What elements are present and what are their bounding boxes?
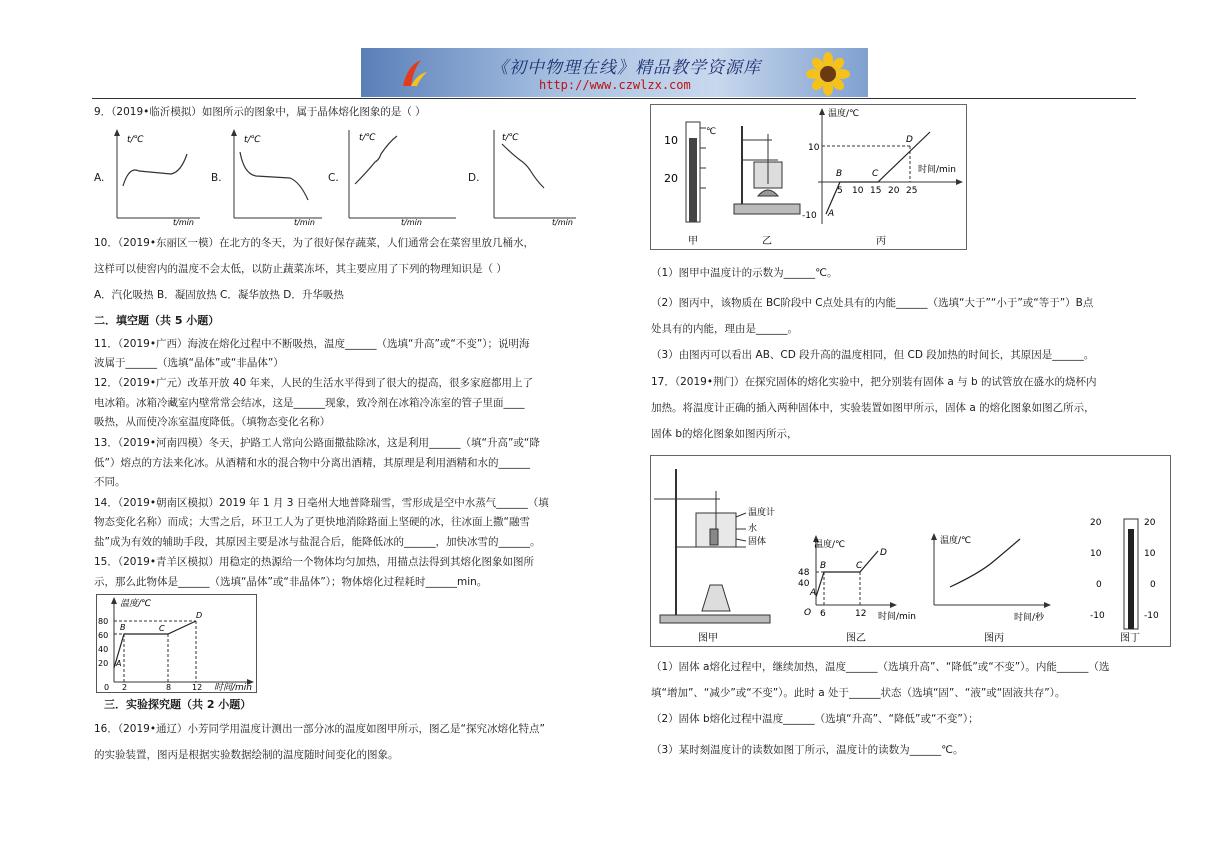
q9-graph-a — [105, 126, 205, 226]
svg-text:B: B — [836, 169, 843, 179]
q10-options: A．汽化吸热 B．凝固放热 C．凝华放热 D．升华吸热 — [94, 289, 344, 301]
q13-line3: 不同。 — [94, 476, 126, 488]
q9-option-c: C. — [328, 172, 339, 184]
q10-line2: 这样可以使窖内的温度不会太低，以防止蔬菜冻坏，其主要应用了下列的物理知识是（ ） — [94, 263, 507, 275]
q15-line2: 示，那么此物体是______（选填“晶体”或“非晶体”）；物体熔化过程耗时______min。 — [94, 576, 488, 588]
q17-figure — [650, 455, 1172, 648]
q16-sub3: （3）由图丙可以看出 AB、CD 段升高的温度相同，但 CD 段加热的时间长，其原因是______。 — [651, 349, 1095, 361]
svg-text:12: 12 — [855, 609, 867, 619]
q9-option-d: D. — [468, 172, 480, 184]
svg-text:温度/℃: 温度/℃ — [940, 536, 972, 546]
q16-caption-bing: 丙 — [876, 236, 886, 247]
q14-line1: 14．（2019•朝南区模拟）2019 年 1 月 3 日亳州大地普降瑞雪，雪形成是空中水蒸气______（填 — [94, 497, 549, 509]
svg-text:A: A — [828, 209, 835, 219]
header-url[interactable]: http://www.czwlzx.com — [539, 78, 691, 92]
svg-text:t/min: t/min — [552, 218, 573, 226]
q16-caption-yi: 乙 — [762, 236, 772, 247]
svg-text:6: 6 — [820, 609, 826, 619]
q9-graph-d — [486, 126, 581, 226]
q16-sub1: （1）图甲中温度计的示数为______℃。 — [651, 267, 838, 279]
q12-line3: 吸热，从而使冷冻室温度降低。（填物态变化名称） — [94, 416, 331, 428]
q15-ytick: 0 — [104, 683, 110, 692]
q16-sub2-line2: 处具有的内能，理由是______。 — [651, 323, 798, 335]
q13-line2: 低”）熔点的方法来化冰。从酒精和水的混合物中分离出酒精，其原理是利用酒精和水的______ — [94, 457, 530, 469]
q17-caption-bing: 图丙 — [984, 633, 1004, 644]
svg-text:B: B — [820, 561, 827, 571]
q17-sub2: （2）固体 b熔化过程中温度______（选填“升高”、“降低”或“不变”）； — [651, 713, 979, 725]
svg-text:温度/℃: 温度/℃ — [828, 109, 860, 119]
svg-text:D: D — [880, 548, 887, 558]
q15-ylabel: 温度/℃ — [120, 599, 152, 609]
section-fill-in: 二．填空题（共 5 小题） — [94, 314, 220, 327]
svg-text:温度计: 温度计 — [748, 508, 776, 518]
svg-text:C: C — [856, 561, 863, 571]
q15-ytick: 80 — [98, 617, 109, 626]
q12-line1: 12．（2019•广元）改革开放 40 年来，人民的生活水平得到了很大的提高，很多家庭都用上了 — [94, 377, 534, 389]
q16-caption-jia: 甲 — [688, 236, 698, 247]
q10-line1: 10．（2019•东丽区一模）在北方的冬天，为了很好保存蔬菜，人们通常会在菜窖里放几桶水， — [94, 237, 535, 249]
svg-text:5: 5 — [837, 186, 843, 196]
q16-figure — [650, 104, 968, 251]
svg-text:15: 15 — [870, 186, 882, 196]
header-banner — [361, 48, 868, 97]
q15-xtick: 12 — [192, 683, 203, 692]
svg-text:O: O — [804, 608, 812, 618]
header-rule — [92, 98, 1136, 99]
q9-graph-b — [222, 126, 327, 226]
q15-chart — [96, 594, 258, 694]
q15-ytick: 60 — [98, 631, 109, 640]
svg-text:t/℃: t/℃ — [359, 133, 376, 143]
q16-line1: 16．（2019•通辽）小芳同学用温度计测出一部分冰的温度如图甲所示，图乙是“探究冰熔化特点” — [94, 723, 545, 735]
q15-xtick: 8 — [166, 683, 172, 692]
q14-line3: 盐”成为有效的辅助手段，其原因主要是冰与盐混合后，能降低冰的______，加快冰雪的______。 — [94, 536, 541, 548]
svg-text:t/℃: t/℃ — [127, 135, 144, 145]
svg-text:-10: -10 — [1090, 611, 1105, 621]
q17-sub3: （3）某时刻温度计的读数如图丁所示，温度计的读数为______℃。 — [651, 744, 964, 756]
logo-icon — [397, 56, 431, 90]
q17-sub1-line1: （1）固体 a熔化过程中，继续加热，温度______（选填升高”、“降低”或“不变”）。内能______（选 — [651, 661, 1110, 673]
svg-text:10: 10 — [808, 143, 820, 153]
q9-option-a: A. — [94, 172, 105, 184]
svg-text:10: 10 — [1144, 549, 1156, 559]
q15-point-b: B — [120, 623, 126, 632]
q17-caption-jia: 图甲 — [698, 633, 718, 644]
svg-text:10: 10 — [664, 134, 678, 147]
q11-line1: 11．（2019•广西）海波在熔化过程中不断吸热，温度______（选填“升高”或“不变”）；说明海 — [94, 338, 530, 350]
svg-text:时间/秒: 时间/秒 — [1014, 613, 1045, 623]
q15-ytick: 40 — [98, 645, 109, 654]
svg-text:t/℃: t/℃ — [502, 133, 519, 143]
svg-text:D: D — [906, 135, 913, 145]
svg-text:t/℃: t/℃ — [244, 135, 261, 145]
svg-text:时间/min: 时间/min — [878, 612, 917, 622]
q15-point-a: A — [116, 659, 122, 668]
svg-text:25: 25 — [906, 186, 918, 196]
q15-point-d: D — [196, 611, 203, 620]
q17-line2: 加热。将温度计正确的插入两种固体中，实验装置如图甲所示，固体 a 的熔化图象如图乙所示， — [651, 402, 1095, 414]
svg-text:20: 20 — [1144, 518, 1156, 528]
q9-text: 9．（2019•临沂模拟）如图所示的图象中，属于晶体熔化图象的是（ ） — [94, 106, 426, 118]
q15-xlabel: 时间/min — [214, 683, 253, 693]
svg-text:t/min: t/min — [173, 218, 194, 226]
svg-text:t/min: t/min — [294, 218, 315, 226]
q14-line2: 物态变化名称）而成；大雪之后，环卫工人为了更快地消除路面上坚硬的冰，往冰面上撒“融雪 — [94, 516, 530, 528]
q15-line1: 15．（2019•青羊区模拟）用稳定的热源给一个物体均匀加热，用描点法得到其熔化图象如图所 — [94, 556, 535, 568]
sunflower-icon — [798, 52, 858, 96]
svg-text:20: 20 — [664, 172, 678, 185]
svg-text:温度/℃: 温度/℃ — [814, 540, 846, 550]
svg-text:10: 10 — [852, 186, 864, 196]
svg-text:固体: 固体 — [748, 537, 767, 547]
svg-text:t/min: t/min — [401, 218, 422, 226]
svg-text:20: 20 — [1090, 518, 1102, 528]
q15-ytick: 20 — [98, 659, 109, 668]
q12-line2: 电冰箱。冰箱冷藏室内壁常常会结冰，这是______现象，致冷剂在冰箱冷冻室的管子里面____ — [94, 397, 525, 409]
q17-line1: 17．（2019•荆门）在探究固体的熔化实验中，把分别装有固体 a 与 b 的试管放在盛水的烧杯内 — [651, 376, 1097, 388]
q16-sub2-line1: （2）图丙中，该物质在 BC阶段中 C点处具有的内能______（选填“大于”“小于”或“等于”）B点 — [651, 297, 1094, 309]
svg-text:水: 水 — [748, 524, 758, 534]
svg-text:0: 0 — [1096, 580, 1102, 590]
q17-line3: 固体 b的熔化图象如图丙所示， — [651, 428, 798, 440]
svg-text:48: 48 — [798, 568, 810, 578]
q17-caption-yi: 图乙 — [846, 633, 866, 644]
svg-text:0: 0 — [1150, 580, 1156, 590]
svg-text:-10: -10 — [1144, 611, 1159, 621]
svg-text:C: C — [872, 169, 879, 179]
header-title: 《初中物理在线》精品教学资源库 — [491, 58, 761, 78]
svg-text:10: 10 — [1090, 549, 1102, 559]
q9-graph-c — [341, 126, 461, 226]
svg-text:20: 20 — [888, 186, 900, 196]
q16-line2: 的实验装置，图丙是根据实验数据绘制的温度随时间变化的图象。 — [94, 749, 399, 761]
q17-caption-ding: 图丁 — [1120, 633, 1140, 644]
svg-text:时间/min: 时间/min — [918, 165, 957, 175]
svg-text:A: A — [810, 588, 817, 598]
svg-text:℃: ℃ — [706, 127, 717, 137]
q15-point-c: C — [159, 624, 165, 633]
q15-xtick: 2 — [122, 683, 128, 692]
section-experiment: 三．实验探究题（共 2 小题） — [104, 698, 252, 711]
q9-option-b: B. — [211, 172, 222, 184]
svg-text:-10: -10 — [802, 211, 817, 221]
q13-line1: 13．（2019•河南四模）冬天，护路工人常向公路面撒盐除冰，这是利用______（填“升高”或“降 — [94, 437, 540, 449]
q11-line2: 波属于______（选填“晶体”或“非晶体”） — [94, 357, 284, 369]
svg-text:40: 40 — [798, 579, 810, 589]
q17-sub1-line2: 填“增加”、“减少”或“不变”）。此时 a 处于______状态（选填“固”、“液”或“固液共存”）。 — [651, 687, 1066, 699]
